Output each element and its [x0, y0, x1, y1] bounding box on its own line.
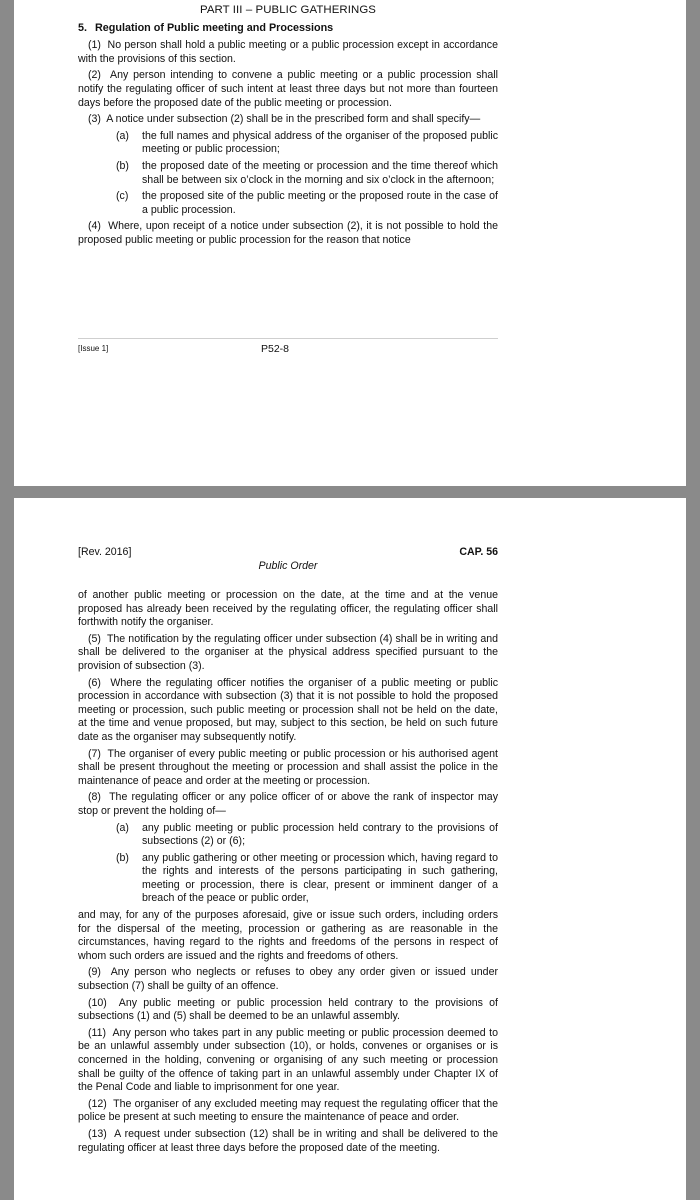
paragraph-text: the proposed site of the public meeting or the proposed route in the case of a public procession.	[142, 190, 498, 216]
subsection-12: (12) The organiser of any excluded meeting may request the regulating officer that the police be present at such meeting to ensure the maintenance of peace and order.	[78, 1097, 498, 1124]
subsection-8-closing: and may, for any of the purposes aforesaid, give or issue such orders, including orders for the dispersal of the meeting, procession or gathering as are reasonable in the circumstances, having regard to the rights and freedoms of the persons in respect of whom such orders are issued and the rights and freedoms of others.	[78, 909, 498, 962]
paragraph-label: (a)	[116, 129, 129, 142]
paragraph-label: (c)	[116, 190, 129, 203]
page-footer	[78, 338, 498, 355]
paragraph-a	[78, 130, 498, 157]
subsection-2: (2) Any person intending to convene a public meeting or a public procession shall notify the regulating officer of such intent at least three days but not more than fourteen days before the proposed date of the public meeting or procession.	[78, 69, 498, 109]
chapter-label: CAP. 56	[459, 546, 498, 558]
document-page-1	[14, 0, 686, 486]
revision-label: [Rev. 2016]	[78, 546, 132, 558]
issue-label: [Issue 1]	[78, 344, 109, 353]
subsection-11: (11) Any person who takes part in any public meeting or public procession deemed to be an unlawful assembly under subsection (10), or holds, convenes or organises or is concerned in the holding, convening or organising of any such meeting or procession shall be guilty of the offence of taking part in an unlawful assembly under Chapter IX of the Penal Code and liable to imprisonment for one year.	[78, 1026, 498, 1094]
paragraph-label: (b)	[116, 851, 129, 864]
subsection-6: (6) Where the regulating officer notifies the organiser of a public meeting or public procession in accordance with subsection (3) that it is not possible to hold the proposed meeting or procession, such public meeting or procession shall not be held on the date, at the time and venue proposed, but may, subject to this section, be held on such future date as the organiser may subsequently notify.	[78, 676, 498, 743]
subsection-13: (13) A request under subsection (12) shall be in writing and shall be delivered to the regulating officer at least three days before the proposed date of the meeting.	[78, 1127, 498, 1154]
paragraph-text: any public meeting or public procession held contrary to the provisions of subsections (2) or (6);	[142, 821, 498, 848]
page-1-body	[78, 4, 498, 251]
subsection-9: (9) Any person who neglects or refuses to obey any order given or issued under subsection (7) shall be guilty of an offence.	[78, 966, 498, 993]
part-header: PART III – PUBLIC GATHERINGS	[199, 4, 377, 16]
paragraph-a	[78, 822, 498, 849]
document-page-2	[14, 498, 686, 1200]
running-title: Public Order	[258, 560, 318, 572]
subsection-4: (4) Where, upon receipt of a notice under subsection (2), it is not possible to hold the proposed public meeting or public procession for the reason that notice	[78, 220, 498, 246]
subsection-5: (5) The notification by the regulating officer under subsection (4) shall be in writing and shall be delivered to the organiser at the physical address specified pursuant to the provision of subsection (3).	[78, 632, 498, 672]
page-number: P52-8	[261, 343, 290, 355]
paragraph-label: (b)	[116, 159, 129, 172]
paragraph-c	[78, 190, 498, 217]
paragraph-b	[78, 160, 498, 187]
section-title: Regulation of Public meeting and Processions	[95, 21, 334, 34]
continuation-text: of another public meeting or procession on the date, at the time and at the venue proposed has already been received by the regulating officer, the regulating officer shall forthwith notify the organiser.	[78, 589, 498, 629]
subsection-1: (1) No person shall hold a public meeting or a public procession except in accordance with the provisions of this section.	[78, 39, 498, 65]
subsection-10: (10) Any public meeting or public procession held contrary to the provisions of subsections (1) and (5) shall be deemed to be an unlawful assembly.	[78, 996, 498, 1023]
paragraph-label: (a)	[116, 821, 129, 834]
section-number: 5.	[78, 21, 88, 34]
paragraph-text: any public gathering or other meeting or procession which, having regard to the rights and interests of the persons participating in such gathering, meeting or procession, there is clear, present or imminent danger of a breach of the peace or public order,	[142, 851, 498, 905]
subsection-7: (7) The organiser of every public meeting or public procession or his authorised agent shall be present throughout the meeting or procession and shall assist the police in the maintenance of peace and order at the meeting or procession.	[78, 747, 498, 787]
paragraph-text: the proposed date of the meeting or procession and the time thereof which shall be between six o’clock in the morning and six o’clock in the afternoon;	[142, 159, 498, 186]
page-2-body	[78, 589, 498, 1158]
subsection-3: (3) A notice under subsection (2) shall be in the prescribed form and shall specify—	[88, 113, 481, 126]
subsection-8: (8) The regulating officer or any police officer of or above the rank of inspector may stop or prevent the holding of—	[78, 791, 498, 817]
paragraph-text: the full names and physical address of the organiser of the proposed public meeting or public procession;	[142, 129, 498, 156]
paragraph-b	[78, 852, 498, 906]
section-heading	[78, 22, 498, 36]
